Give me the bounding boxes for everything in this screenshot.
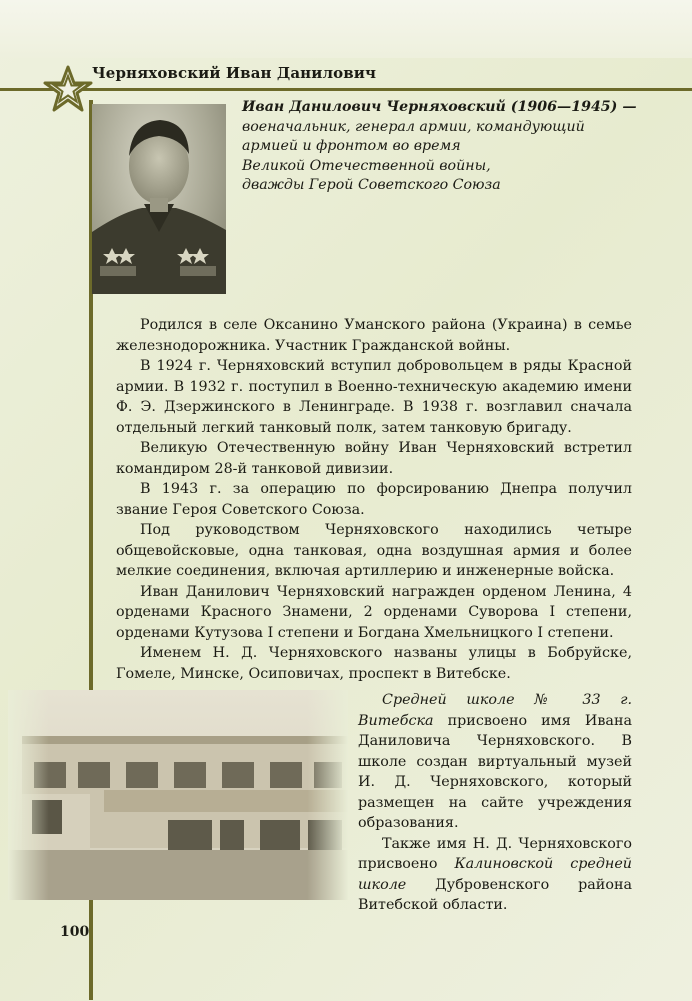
star-icon [42,64,94,116]
body-text [116,315,632,684]
paragraph: Родился в селе Оксанино Уманского района (Украина) в семье железнодорожника. Участник Гражданской войны. [116,317,632,354]
side-text-span: присвоено имя Ивана Даниловича Черняховского. В школе создан виртуальный музей И. Д. Черняховского, который размещен на сайте учреждения образования. [358,712,632,831]
school-photo [8,690,348,900]
paragraph: В 1943 г. за операцию по форсированию Днепра получил звание Героя Советского Союза. [116,481,632,518]
portrait-photo [92,104,226,294]
school-name-italic: Калиновской средней школе [358,856,632,893]
paragraph: Под руководством Черняховского находились четыре общевойсковые, одна танковая, одна воздушная армия и более мелкие соединения, включая артиллерию и инженерные войска. [116,522,632,579]
intro-line: военачальник, генерал армии, командующий [242,118,585,135]
intro-line: армией и фронтом во время [242,138,461,154]
paragraph: Иван Данилович Черняховский награжден орденом Ленина, 4 орденами Красного Знамени, 2 орденами Суворова I степени, орденами Кутузова I степени и Богдана Хмельницкого I степени. [116,583,632,641]
paragraph: Великую Отечественную войну Иван Черняховский встретил командиром 28-й танковой дивизии. [116,440,632,477]
portrait-illustration [92,104,226,294]
intro-line: Великой Отечественной войны, [242,157,491,174]
paragraph: В 1924 г. Черняховский вступил добровольцем в ряды Красной армии. В 1932 г. поступил в Военно-техническую академию имени Ф. Э. Дзержинского в Ленинграде. В 1938 г. возглавил сначала отдельный легкий танковый полк, затем танковую бригаду. [116,358,632,436]
paragraph: Именем Н. Д. Черняховского названы улицы в Бобруйске, Гомеле, Минске, Осиповичах, проспект в Витебске. [116,645,632,682]
side-text-span: Дубровенского района Витебской области. [358,876,632,913]
page-number: 100 [60,924,90,940]
school-illustration [8,690,348,900]
side-text [358,690,632,916]
side-paragraph [358,834,632,916]
page-title: Черняховский Иван Данилович [92,64,377,82]
side-text-span: Также имя Н. Д. Черняховского присвоено [358,835,632,872]
intro-caption [242,98,682,196]
school-name-italic: Средней школе № 33 г. Витебска [358,692,632,729]
side-paragraph [358,690,632,834]
intro-name: Иван Данилович Черняховский (1906—1945) — [242,99,637,115]
top-band [0,0,692,58]
header-rule [0,88,692,91]
intro-line: дважды Герой Советского Союза [242,177,501,193]
